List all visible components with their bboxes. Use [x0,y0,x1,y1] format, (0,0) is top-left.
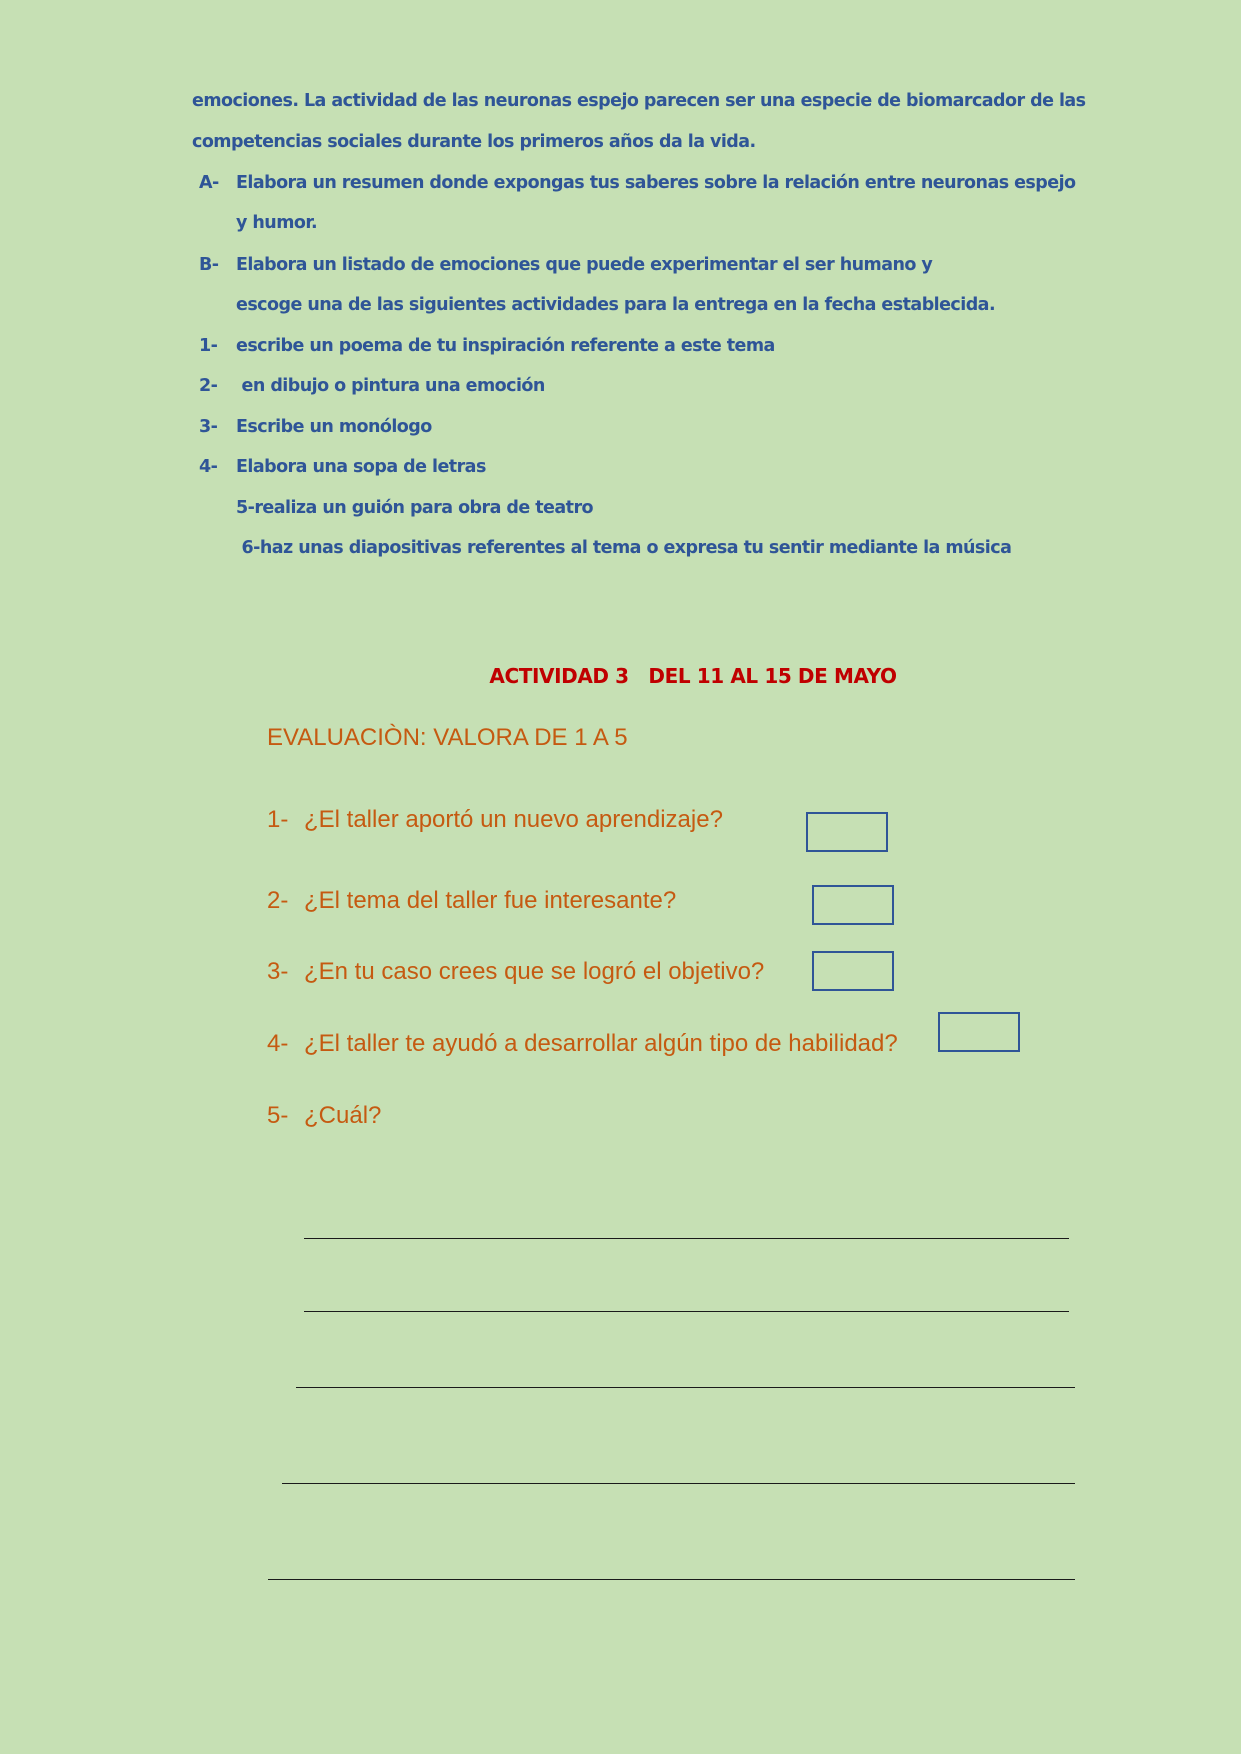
activity-3-text: Escribe un monólogo [236,417,432,437]
activity-3-marker: 3- [199,417,218,437]
task-a-marker: A- [199,173,219,193]
intro-line-2: competencias sociales durante los primeros años da la vida. [192,132,756,152]
question-5-marker: 5- [267,1102,289,1129]
answer-line-5[interactable] [268,1579,1075,1580]
question-4-marker: 4- [267,1030,289,1057]
activity-6-text: 6-haz unas diapositivas referentes al tema o expresa tu sentir mediante la música [236,538,1012,558]
activity-title: ACTIVIDAD 3 DEL 11 AL 15 DE MAYO [489,664,897,688]
evaluation-heading: EVALUACIÒN: VALORA DE 1 A 5 [267,724,628,751]
question-3-marker: 3- [267,958,289,985]
question-2-marker: 2- [267,887,289,914]
task-a-line-1: Elabora un resumen donde expongas tus saberes sobre la relación entre neuronas espejo [236,173,1076,193]
activity-4-marker: 4- [199,457,218,477]
activity-1-text: escribe un poema de tu inspiración referente a este tema [236,336,775,356]
rating-box-2[interactable] [812,885,894,925]
activity-5-text: 5-realiza un guión para obra de teatro [236,498,593,518]
answer-line-2[interactable] [304,1311,1069,1312]
activity-2-marker: 2- [199,376,218,396]
question-4-text: ¿El taller te ayudó a desarrollar algún tipo de habilidad? [304,1030,898,1057]
task-a-line-2: y humor. [236,213,318,233]
activity-1-marker: 1- [199,336,218,356]
question-3-text: ¿En tu caso crees que se logró el objetivo? [304,958,765,985]
rating-box-1[interactable] [806,812,888,852]
rating-box-4[interactable] [938,1012,1020,1052]
answer-line-4[interactable] [282,1483,1075,1484]
answer-line-1[interactable] [304,1238,1069,1239]
activity-4-text: Elabora una sopa de letras [236,457,486,477]
question-1-marker: 1- [267,806,289,833]
task-b-marker: B- [199,255,219,275]
task-b-line-1: Elabora un listado de emociones que puede experimentar el ser humano y [236,255,933,275]
rating-box-3[interactable] [812,951,894,991]
activity-2-text: en dibujo o pintura una emoción [236,376,545,396]
question-5-text: ¿Cuál? [304,1102,382,1129]
intro-line-1: emociones. La actividad de las neuronas espejo parecen ser una especie de biomarcador de las [192,91,1086,111]
question-1-text: ¿El taller aportó un nuevo aprendizaje? [304,806,723,833]
answer-line-3[interactable] [296,1387,1075,1388]
task-b-line-2: escoge una de las siguientes actividades para la entrega en la fecha establecida. [236,295,996,315]
question-2-text: ¿El tema del taller fue interesante? [304,887,677,914]
